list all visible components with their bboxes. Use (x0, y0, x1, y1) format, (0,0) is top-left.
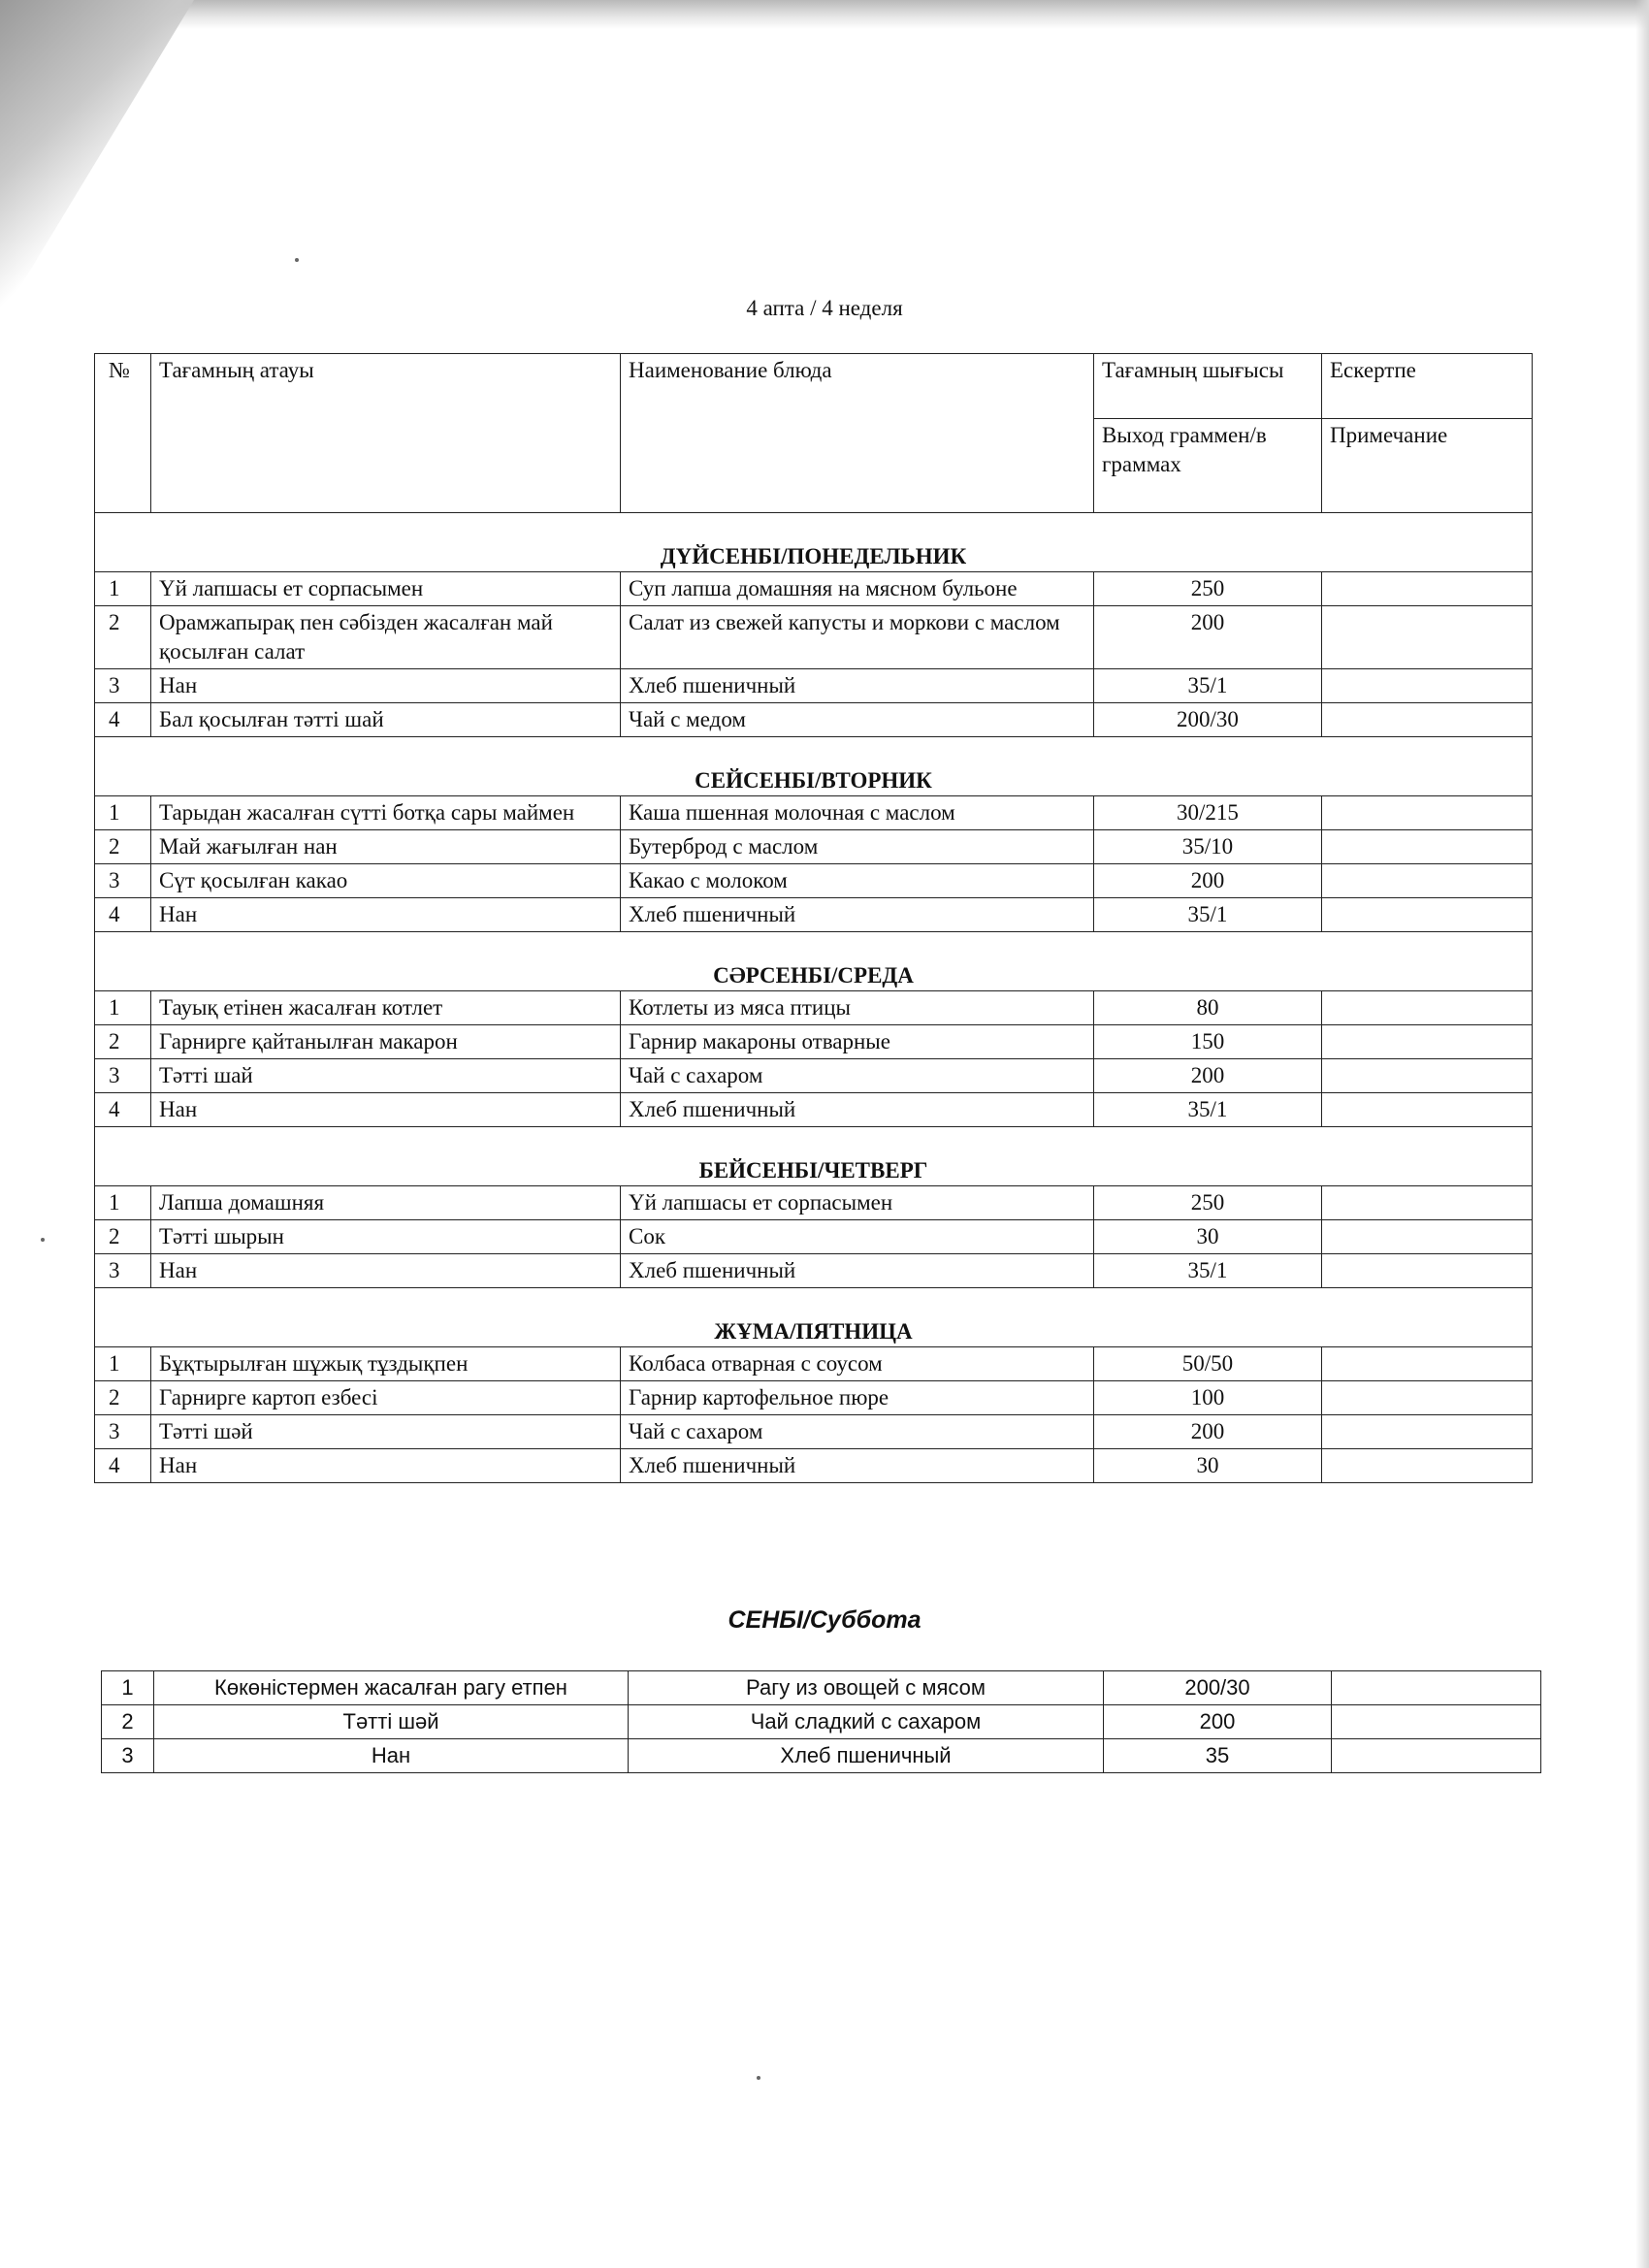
day-header-row (95, 737, 1533, 796)
dish-name-ru: Рагу из овощей с мясом (629, 1671, 1104, 1705)
dish-name-kz: Тарыдан жасалған сүтті ботқа сары маймен (151, 796, 621, 830)
page-title: 4 апта / 4 неделя (746, 296, 903, 320)
dish-note (1322, 991, 1533, 1025)
saturday-table-body (102, 1671, 1541, 1773)
row-number: 2 (95, 830, 151, 864)
scan-speck (41, 1238, 45, 1242)
row-number: 3 (102, 1739, 154, 1773)
row-number: 4 (95, 703, 151, 737)
dish-name-kz: Көкөністермен жасалған рагу етпен (154, 1671, 629, 1705)
table-row (95, 830, 1533, 864)
dish-name-kz: Лапша домашняя (151, 1186, 621, 1220)
day-heading: ДҮЙСЕНБІ/ПОНЕДЕЛЬНИК (95, 513, 1533, 572)
dish-name-kz: Үй лапшасы ет сорпасымен (151, 572, 621, 606)
header-yield-ru: Выход граммен/в граммах (1094, 419, 1322, 513)
dish-note (1322, 830, 1533, 864)
row-number: 4 (95, 1449, 151, 1483)
dish-name-kz: Тәтті шәй (154, 1705, 629, 1739)
dish-name-ru: Бутерброд с маслом (621, 830, 1094, 864)
dish-yield: 35 (1104, 1739, 1332, 1773)
header-note-kz: Ескертпе (1322, 354, 1533, 419)
row-number: 3 (95, 1415, 151, 1449)
table-row (95, 1059, 1533, 1093)
row-number: 3 (95, 864, 151, 898)
dish-yield: 150 (1094, 1025, 1322, 1059)
dish-note (1322, 1220, 1533, 1254)
dish-note (1332, 1739, 1541, 1773)
dish-name-ru: Салат из свежей капусты и моркови с маслом (621, 606, 1094, 669)
table-row (95, 864, 1533, 898)
dish-yield: 35/10 (1094, 830, 1322, 864)
dish-yield: 200 (1094, 606, 1322, 669)
header-num: № (95, 354, 151, 513)
dish-name-kz: Сүт қосылған какао (151, 864, 621, 898)
dish-name-ru: Гарнир макароны отварные (621, 1025, 1094, 1059)
table-row (95, 1449, 1533, 1483)
dish-note (1322, 606, 1533, 669)
dish-name-kz: Нан (151, 1449, 621, 1483)
dish-name-kz: Бал қосылған тәтті шай (151, 703, 621, 737)
scan-speck (757, 2076, 760, 2080)
dish-name-ru: Хлеб пшеничный (621, 1093, 1094, 1127)
dish-note (1332, 1705, 1541, 1739)
table-row (95, 572, 1533, 606)
dish-name-kz: Тәтті шырын (151, 1220, 621, 1254)
row-number: 1 (102, 1671, 154, 1705)
day-header-row (95, 1288, 1533, 1347)
dish-name-kz: Гарнирге қайтанылған макарон (151, 1025, 621, 1059)
table-row (95, 796, 1533, 830)
dish-note (1322, 1254, 1533, 1288)
dish-yield: 35/1 (1094, 669, 1322, 703)
dish-note (1322, 1347, 1533, 1381)
table-row (95, 1186, 1533, 1220)
dish-name-ru: Чай с сахаром (621, 1059, 1094, 1093)
dish-name-kz: Май жағылған нан (151, 830, 621, 864)
dish-name-ru: Котлеты из мяса птицы (621, 991, 1094, 1025)
dish-yield: 100 (1094, 1381, 1322, 1415)
dish-name-ru: Хлеб пшеничный (621, 1254, 1094, 1288)
dish-name-kz: Тәтті шай (151, 1059, 621, 1093)
dish-note (1322, 898, 1533, 932)
header-yield-kz: Тағамның шығысы (1094, 354, 1322, 419)
dish-name-ru: Чай с медом (621, 703, 1094, 737)
table-row (95, 703, 1533, 737)
row-number: 1 (95, 572, 151, 606)
row-number: 3 (95, 1254, 151, 1288)
menu-table (94, 353, 1533, 1483)
table-row (95, 1381, 1533, 1415)
saturday-table (101, 1670, 1541, 1773)
dish-name-ru: Хлеб пшеничный (629, 1739, 1104, 1773)
dish-name-ru: Хлеб пшеничный (621, 669, 1094, 703)
row-number: 1 (95, 991, 151, 1025)
dish-note (1322, 864, 1533, 898)
row-number: 2 (95, 1220, 151, 1254)
dish-yield: 200 (1094, 1059, 1322, 1093)
dish-yield: 30 (1094, 1449, 1322, 1483)
dish-note (1322, 669, 1533, 703)
saturday-title: СЕНБІ/Суббота (728, 1606, 922, 1634)
day-heading: СӘРСЕНБІ/СРЕДА (95, 932, 1533, 991)
dish-name-kz: Тауық етінен жасалған котлет (151, 991, 621, 1025)
dish-note (1332, 1671, 1541, 1705)
dish-name-ru: Үй лапшасы ет сорпасымен (621, 1186, 1094, 1220)
day-header-row (95, 932, 1533, 991)
table-row (95, 991, 1533, 1025)
row-number: 1 (95, 1186, 151, 1220)
dish-name-ru: Чай с сахаром (621, 1415, 1094, 1449)
table-row (95, 1220, 1533, 1254)
dish-yield: 200/30 (1104, 1671, 1332, 1705)
dish-name-ru: Сок (621, 1220, 1094, 1254)
dish-note (1322, 572, 1533, 606)
dish-name-ru: Каша пшенная молочная с маслом (621, 796, 1094, 830)
table-row (95, 669, 1533, 703)
dish-yield: 30/215 (1094, 796, 1322, 830)
row-number: 1 (95, 796, 151, 830)
header-name-kz: Тағамның атауы (151, 354, 621, 513)
dish-name-ru: Гарнир картофельное пюре (621, 1381, 1094, 1415)
scan-edge-top (0, 0, 1649, 29)
table-row (102, 1671, 1541, 1705)
dish-name-kz: Нан (154, 1739, 629, 1773)
table-row (95, 1254, 1533, 1288)
dish-name-kz: Тәтті шәй (151, 1415, 621, 1449)
table-header-row (95, 354, 1533, 419)
header-note-ru: Примечание (1322, 419, 1533, 513)
menu-table-body (95, 354, 1533, 1483)
table-row (95, 898, 1533, 932)
row-number: 1 (95, 1347, 151, 1381)
dish-name-kz: Нан (151, 898, 621, 932)
dish-note (1322, 1415, 1533, 1449)
row-number: 3 (95, 1059, 151, 1093)
dish-name-ru: Хлеб пшеничный (621, 898, 1094, 932)
dish-name-ru: Хлеб пшеничный (621, 1449, 1094, 1483)
table-row (95, 1093, 1533, 1127)
dish-yield: 200/30 (1094, 703, 1322, 737)
dish-note (1322, 1059, 1533, 1093)
day-heading: ЖҰМА/ПЯТНИЦА (95, 1288, 1533, 1347)
dish-yield: 35/1 (1094, 898, 1322, 932)
dish-name-kz: Гарнирге картоп езбесі (151, 1381, 621, 1415)
row-number: 2 (95, 1025, 151, 1059)
dish-yield: 35/1 (1094, 1254, 1322, 1288)
dish-note (1322, 703, 1533, 737)
dish-yield: 200 (1104, 1705, 1332, 1739)
dish-yield: 200 (1094, 864, 1322, 898)
dish-yield: 250 (1094, 572, 1322, 606)
table-row (95, 1415, 1533, 1449)
row-number: 2 (95, 606, 151, 669)
table-row (95, 1025, 1533, 1059)
row-number: 4 (95, 898, 151, 932)
row-number: 2 (95, 1381, 151, 1415)
dish-yield: 200 (1094, 1415, 1322, 1449)
dish-yield: 30 (1094, 1220, 1322, 1254)
table-row (102, 1739, 1541, 1773)
day-header-row (95, 513, 1533, 572)
dish-note (1322, 1186, 1533, 1220)
dish-note (1322, 1381, 1533, 1415)
dish-note (1322, 1093, 1533, 1127)
dish-name-kz: Нан (151, 669, 621, 703)
scan-edge-right (1635, 0, 1649, 2268)
dish-name-ru: Колбаса отварная с соусом (621, 1347, 1094, 1381)
table-row (95, 1347, 1533, 1381)
dish-note (1322, 1449, 1533, 1483)
table-row (95, 606, 1533, 669)
dish-yield: 50/50 (1094, 1347, 1322, 1381)
row-number: 3 (95, 669, 151, 703)
dish-name-ru: Чай сладкий с сахаром (629, 1705, 1104, 1739)
dish-name-ru: Какао с молоком (621, 864, 1094, 898)
dish-name-kz: Бұқтырылған шұжық тұздықпен (151, 1347, 621, 1381)
day-heading: СЕЙСЕНБІ/ВТОРНИК (95, 737, 1533, 796)
dish-yield: 35/1 (1094, 1093, 1322, 1127)
dish-note (1322, 796, 1533, 830)
scan-speck (295, 258, 299, 262)
row-number: 4 (95, 1093, 151, 1127)
day-heading: БЕЙСЕНБІ/ЧЕТВЕРГ (95, 1127, 1533, 1186)
table-row (102, 1705, 1541, 1739)
dish-name-kz: Нан (151, 1093, 621, 1127)
dish-name-kz: Орамжапырақ пен сәбізден жасалған май қосылған салат (151, 606, 621, 669)
dish-name-kz: Нан (151, 1254, 621, 1288)
dish-yield: 250 (1094, 1186, 1322, 1220)
dish-name-ru: Суп лапша домашняя на мясном бульоне (621, 572, 1094, 606)
day-header-row (95, 1127, 1533, 1186)
dish-yield: 80 (1094, 991, 1322, 1025)
dish-note (1322, 1025, 1533, 1059)
row-number: 2 (102, 1705, 154, 1739)
header-name-ru: Наименование блюда (621, 354, 1094, 513)
